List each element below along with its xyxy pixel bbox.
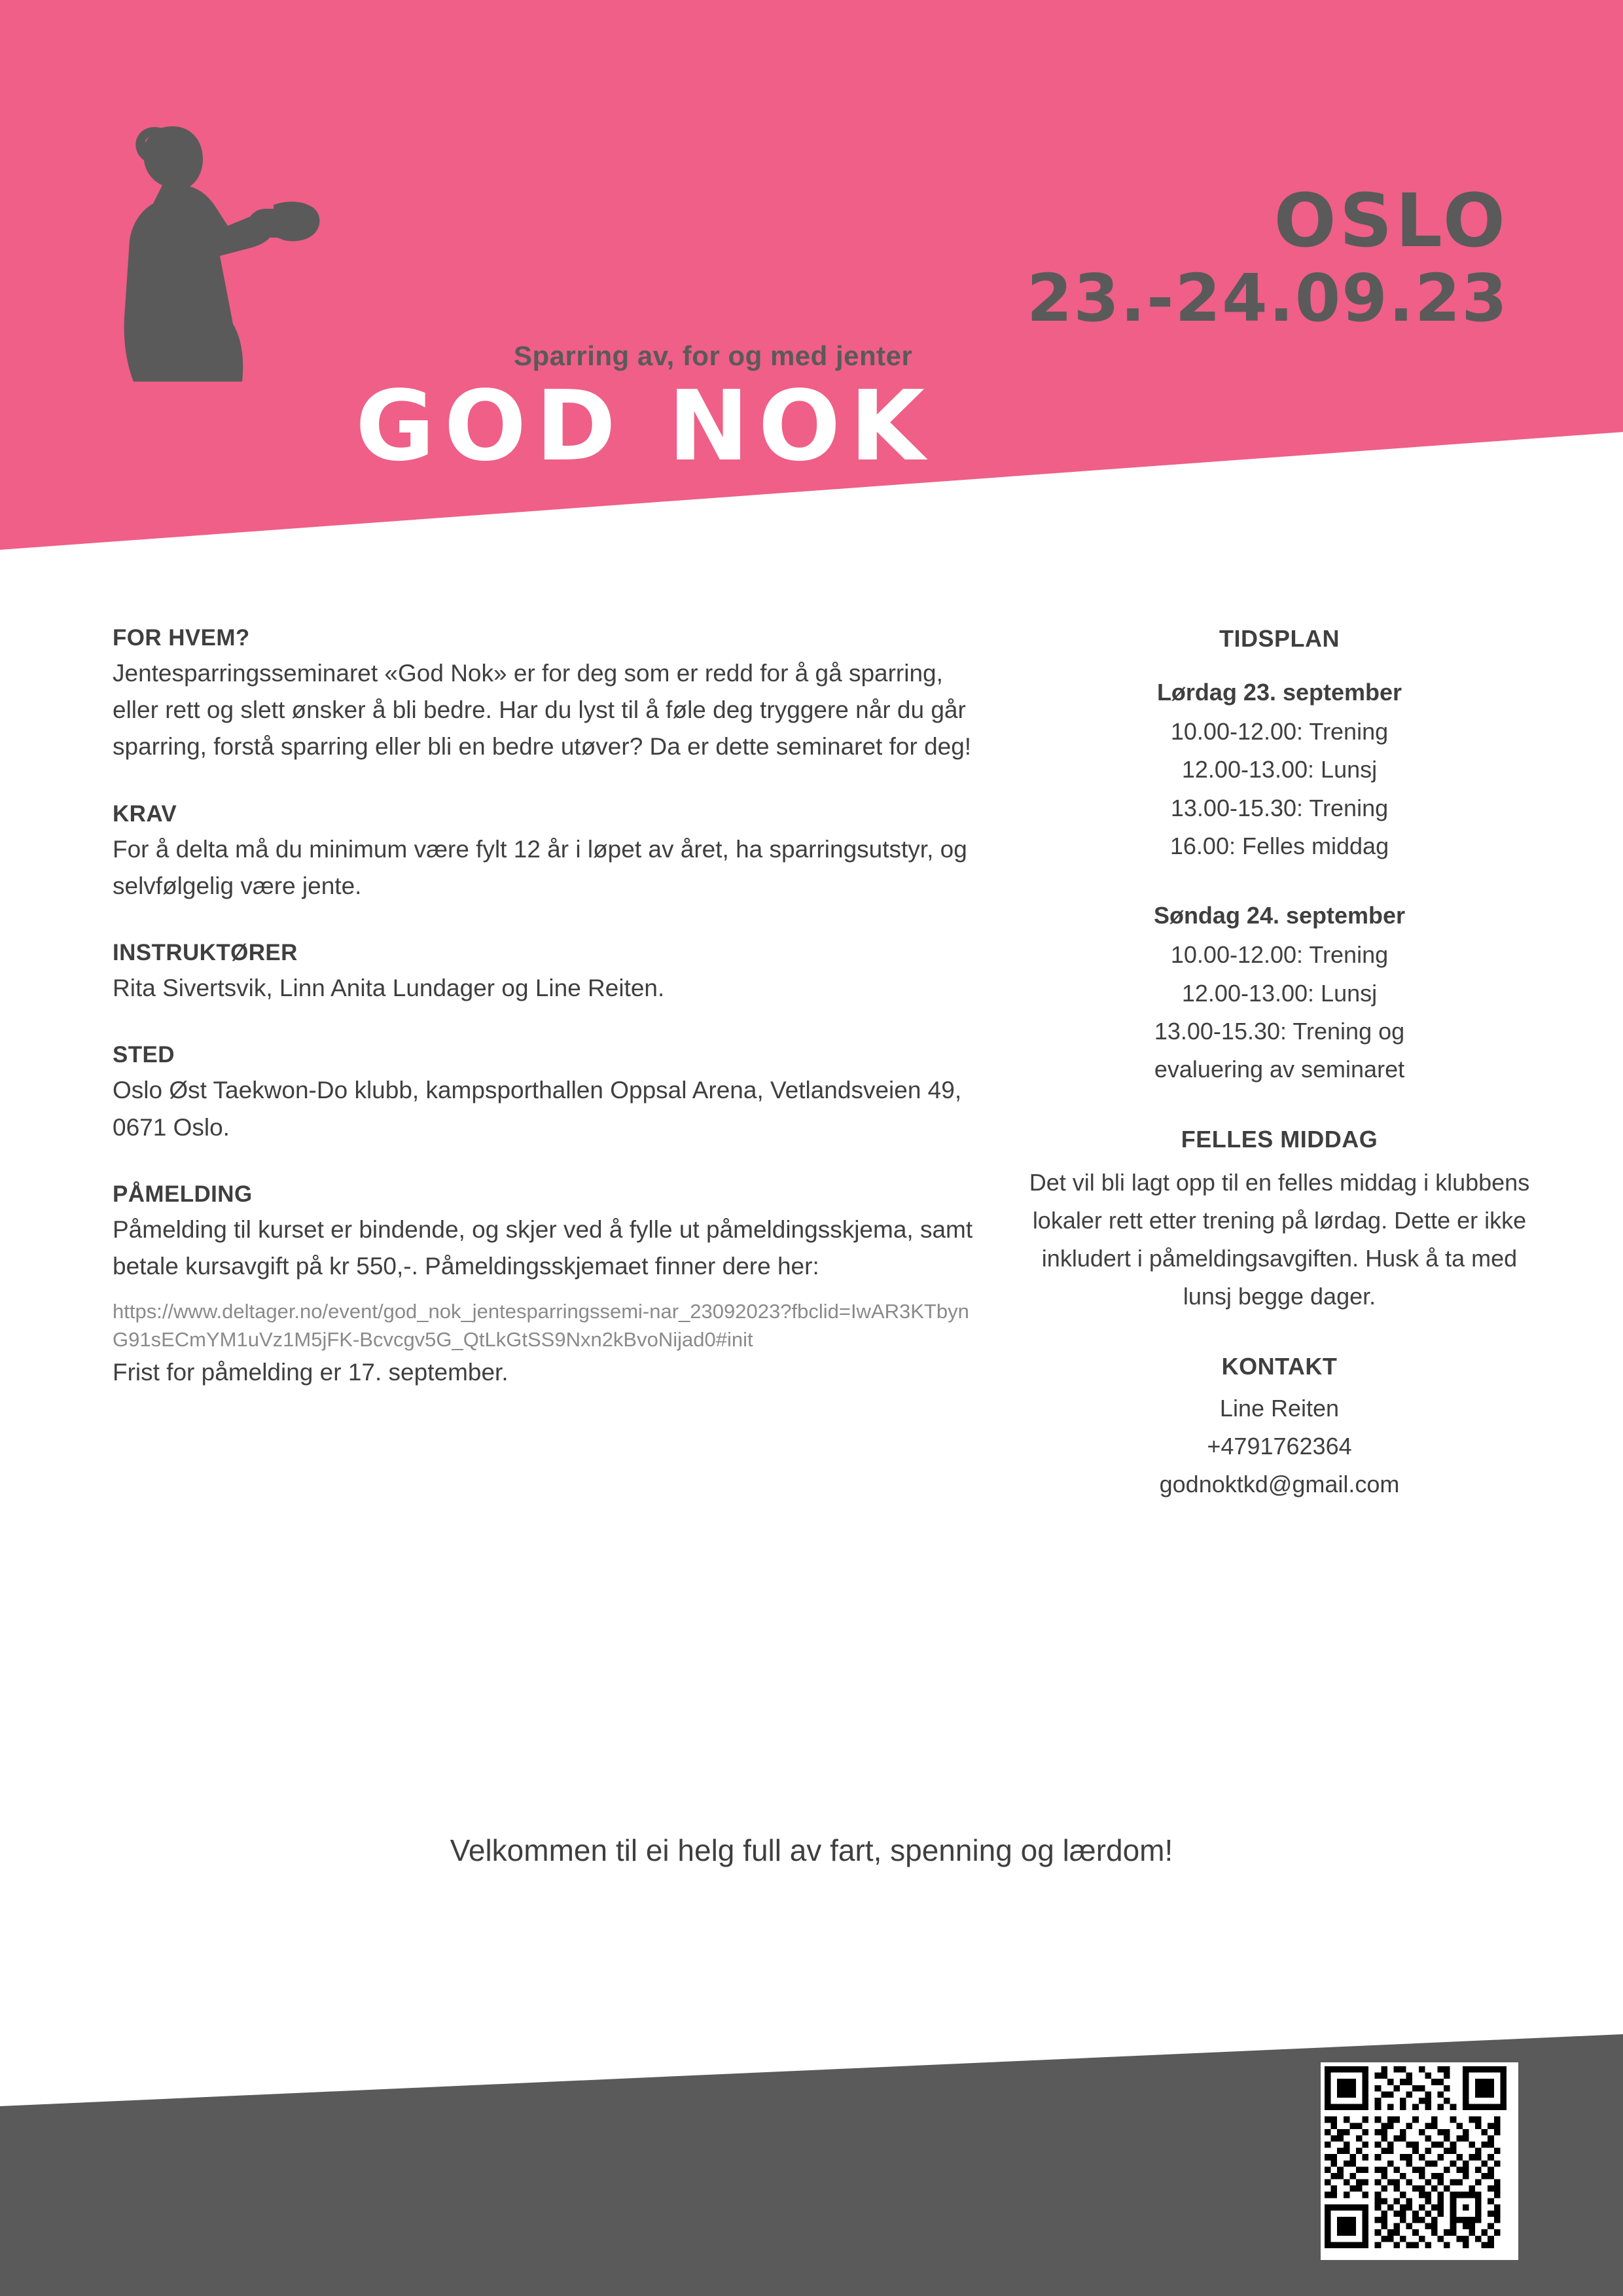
day-entry: 13.00-15.30: Trening xyxy=(1170,794,1389,821)
event-date: 23.-24.09.23 xyxy=(1026,259,1508,336)
right-column xyxy=(1018,625,1541,1504)
for-hvem-heading: FOR HVEM? xyxy=(113,625,250,651)
pamelding-deadline: Frist for påmelding er 17. september. xyxy=(113,1358,508,1386)
contact-name: Line Reiten xyxy=(1219,1394,1340,1422)
schedule-day xyxy=(1018,679,1541,865)
logo xyxy=(105,121,935,482)
day-entry: 10.00-12.00: Trening xyxy=(1170,941,1389,969)
day-entry: 10.00-12.00: Trening xyxy=(1170,718,1389,745)
day-entry: 13.00-15.30: Trening og xyxy=(1154,1017,1405,1045)
contact-email[interactable]: godnoktkd@gmail.com xyxy=(1159,1471,1400,1498)
day-entry: 16.00: Felles middag xyxy=(1169,832,1389,859)
day-entry: 12.00-13.00: Lunsj xyxy=(1181,979,1378,1007)
day-title: Søndag 24. september xyxy=(1153,902,1406,929)
section-for-hvem xyxy=(113,625,976,766)
pamelding-heading: PÅMELDING xyxy=(113,1181,253,1207)
section-felles-middag xyxy=(1018,1126,1541,1316)
krav-text: For å delta må du minimum være fylt 12 år i løpet av året, ha sparringsutstyr, og selvfølgelig være jente. xyxy=(113,835,967,899)
logo-tagline: Sparring av, for og med jenter xyxy=(514,340,913,371)
day-entry: evaluering av seminaret xyxy=(1154,1056,1405,1083)
qr-code-icon[interactable] xyxy=(1321,2062,1518,2260)
section-instruktorer xyxy=(113,940,976,1007)
for-hvem-text: Jentesparringsseminaret «God Nok» er for deg som er redd for å gå sparring, eller rett og slett ønsker å bli bedre. Har du lyst til å føle deg tryggere når du går sparring, forstå sparring eller bli en bedre utøver? Da er dette seminaret for deg! xyxy=(113,660,972,761)
registration-url[interactable]: https://www.deltager.no/event/god_nok_jentesparringssemi-nar_23092023?fbclid=IwAR3KTbynG91sECmYM1uVz1M5jFK-Bcvcgv5G_QtLkGtSS9Nxn2kBvoNijad0#init xyxy=(113,1300,969,1352)
contact-phone[interactable]: +4791762364 xyxy=(1207,1433,1352,1460)
instruktorer-text: Rita Sivertsvik, Linn Anita Lundager og Line Reiten. xyxy=(113,975,665,1002)
section-pamelding xyxy=(113,1181,976,1391)
spacer xyxy=(1018,1316,1541,1353)
left-column xyxy=(113,625,976,1414)
felles-middag-heading: FELLES MIDDAG xyxy=(1181,1125,1378,1153)
qr-code-svg xyxy=(1325,2066,1507,2248)
felles-middag-text: Det vil bli lagt opp til en felles middag i klubbens lokaler rett etter trening på lørdag. Dette er ikke inkludert i påmeldingsavgiften. Husk å ta med lunsj begge dager. xyxy=(1029,1168,1530,1310)
spacer xyxy=(1018,1089,1541,1126)
day-entry: 12.00-13.00: Lunsj xyxy=(1181,756,1378,783)
section-tidsplan xyxy=(1018,625,1541,1089)
sted-text: Oslo Øst Taekwon-Do klubb, kampsporthallen Oppsal Arena, Vetlandsveien 49, 0671 Oslo. xyxy=(113,1077,962,1141)
section-sted xyxy=(113,1042,976,1145)
spacer xyxy=(1018,865,1541,902)
day-title: Lørdag 23. september xyxy=(1156,679,1402,706)
event-city: OSLO xyxy=(1274,179,1508,264)
pamelding-text: Påmelding til kurset er bindende, og skjer ved å fylle ut påmeldingsskjema, samt betale kursavgift på kr 550,-. Påmeldingsskjemaet finner dere her: xyxy=(113,1215,973,1280)
section-krav xyxy=(113,801,976,905)
brand-title: GOD NOK xyxy=(355,370,935,482)
kontakt-heading: KONTAKT xyxy=(1221,1352,1338,1380)
sted-heading: STED xyxy=(113,1042,175,1068)
instruktorer-heading: INSTRUKTØRER xyxy=(113,940,298,966)
section-kontakt xyxy=(1018,1353,1541,1504)
closing-tagline: Velkommen til ei helg full av fart, spenning og lærdom! xyxy=(450,1833,1173,1867)
tidsplan-heading: TIDSPLAN xyxy=(1219,625,1340,652)
boxer-silhouette-icon xyxy=(105,121,327,383)
schedule-day xyxy=(1018,902,1541,1088)
krav-heading: KRAV xyxy=(113,800,177,827)
event-location-date xyxy=(1026,179,1508,336)
